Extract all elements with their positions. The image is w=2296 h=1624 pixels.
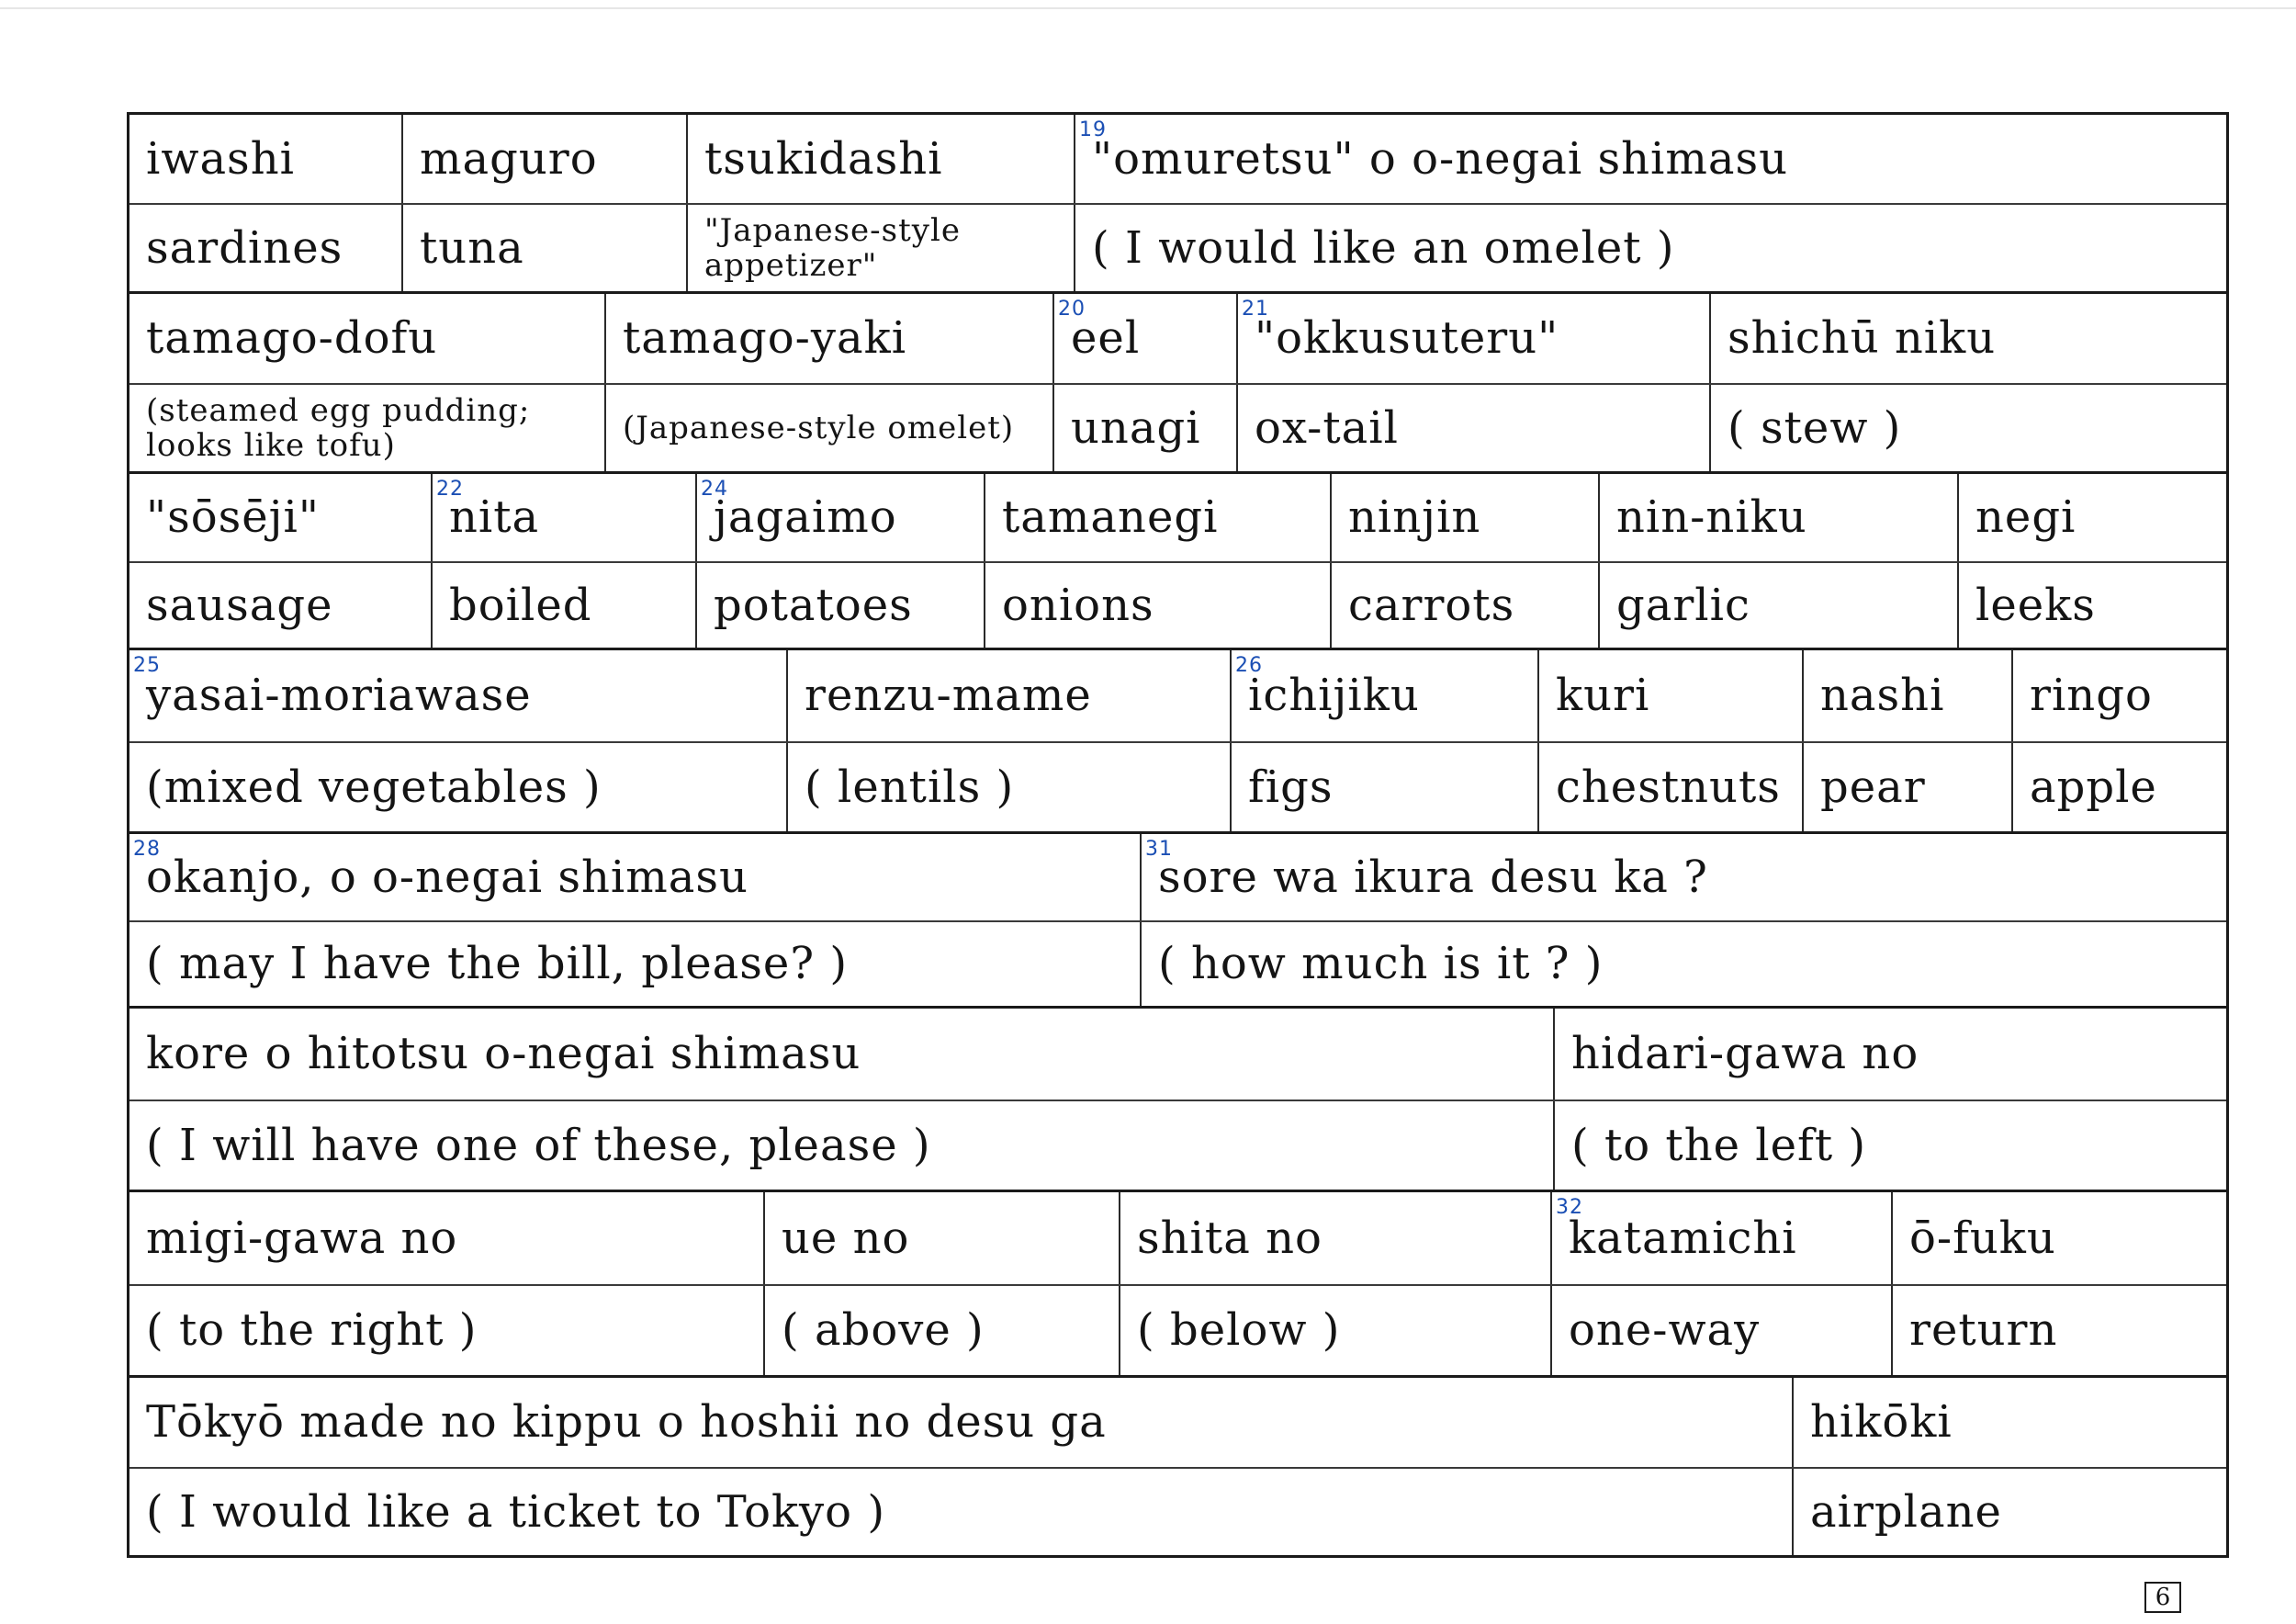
japanese-term-cell: [1230, 650, 1537, 741]
japanese-term: maguro: [401, 115, 686, 203]
english-term: (mixed vegetables ): [146, 761, 602, 813]
english-term: airplane: [1792, 1469, 2226, 1556]
japanese-term: iwashi: [146, 133, 295, 185]
english-phrase: ( I would like an omelet ): [1074, 205, 2226, 291]
japanese-term: tamago-dofu: [146, 312, 438, 365]
japanese-row: [129, 834, 2226, 920]
english-row: [129, 203, 2226, 291]
item-number: 26: [1235, 654, 1263, 677]
english-term: chestnuts: [1537, 743, 1802, 832]
japanese-term: hikōki: [1792, 1378, 2226, 1467]
japanese-term: tsukidashi: [686, 115, 1074, 203]
vocab-band: [129, 1190, 2226, 1375]
japanese-row: [129, 294, 2226, 383]
japanese-row: [129, 1192, 2226, 1284]
vocabulary-table: [127, 112, 2229, 1558]
japanese-row: [129, 1378, 2226, 1467]
english-term: leeks: [1957, 563, 2226, 648]
english-term: ( below ): [1119, 1286, 1550, 1376]
english-phrase: ( I would like a ticket to Tokyo ): [146, 1485, 886, 1538]
english-phrase: ( I will have one of these, please ): [146, 1119, 931, 1171]
japanese-term: nashi: [1802, 650, 2011, 741]
japanese-phrase-cell: [1140, 834, 2226, 920]
japanese-term: katamichi: [1569, 1212, 1797, 1264]
item-number: 32: [1556, 1196, 1583, 1219]
japanese-row: [129, 650, 2226, 741]
english-term: (steamed egg pudding; looks like tofu): [146, 391, 531, 464]
japanese-phrase: kore o hitotsu o-negai shimasu: [146, 1028, 861, 1080]
english-phrase: ( to the left ): [1553, 1101, 2226, 1190]
japanese-term: ō-fuku: [1891, 1192, 2226, 1284]
japanese-term: negi: [1957, 474, 2226, 561]
item-number: 31: [1145, 838, 1173, 861]
english-term: return: [1891, 1286, 2226, 1376]
item-number: 19: [1079, 118, 1107, 141]
japanese-term: "sōsēji": [146, 491, 320, 544]
english-term: carrots: [1330, 563, 1598, 648]
japanese-row: [129, 1009, 2226, 1100]
japanese-term: yasai-moriawase: [146, 670, 532, 722]
english-term: sausage: [146, 579, 333, 631]
japanese-term: tamago-yaki: [604, 294, 1052, 383]
english-phrase: ( may I have the bill, please? ): [146, 938, 849, 990]
english-term: sardines: [146, 222, 343, 274]
english-term: ( above ): [763, 1286, 1119, 1376]
japanese-phrase: hidari-gawa no: [1553, 1009, 2226, 1100]
page-number: 6: [2144, 1582, 2181, 1613]
japanese-term-cell: [431, 474, 695, 561]
japanese-term: tamanegi: [984, 474, 1330, 561]
scan-edge-line: [0, 7, 2296, 9]
english-phrase: ( how much is it ? ): [1140, 922, 2226, 1007]
item-number: 21: [1242, 298, 1269, 321]
japanese-term-cell: [1550, 1192, 1891, 1284]
english-term: "Japanese-style appetizer": [686, 205, 1074, 291]
japanese-term: eel: [1071, 312, 1141, 365]
japanese-row: [129, 474, 2226, 561]
english-term: ( lentils ): [786, 743, 1230, 832]
japanese-term-cell: [129, 650, 786, 741]
english-term: ox-tail: [1236, 385, 1709, 472]
japanese-term-cell: [695, 474, 984, 561]
japanese-phrase: Tōkyō made no kippu o hoshii no desu ga: [146, 1396, 1107, 1449]
japanese-phrase-cell: [129, 834, 1140, 920]
japanese-term: ninjin: [1330, 474, 1598, 561]
japanese-term: nita: [449, 491, 540, 544]
english-term: potatoes: [695, 563, 984, 648]
japanese-term: kuri: [1537, 650, 1802, 741]
japanese-term: ringo: [2011, 650, 2226, 741]
item-number: 20: [1058, 298, 1086, 321]
english-row: [129, 1467, 2226, 1556]
japanese-phrase: sore wa ikura desu ka ?: [1158, 851, 1708, 903]
english-term: boiled: [431, 563, 695, 648]
japanese-term: migi-gawa no: [146, 1212, 458, 1264]
english-term: tuna: [401, 205, 686, 291]
english-term: ( stew ): [1709, 385, 2226, 472]
english-term: figs: [1230, 743, 1537, 832]
vocab-band: [129, 1006, 2226, 1190]
english-row: [129, 383, 2226, 472]
vocab-band: [129, 115, 2226, 291]
japanese-term: shita no: [1119, 1192, 1550, 1284]
english-term: (Japanese-style omelet): [604, 385, 1052, 472]
vocab-band: [129, 831, 2226, 1006]
japanese-row: [129, 115, 2226, 203]
english-row: [129, 741, 2226, 832]
japanese-term: ue no: [763, 1192, 1119, 1284]
japanese-term: ichijiku: [1248, 670, 1420, 722]
japanese-term-cell: [1236, 294, 1709, 383]
item-number: 22: [436, 478, 464, 501]
vocab-band: [129, 291, 2226, 471]
japanese-term: renzu-mame: [786, 650, 1230, 741]
japanese-term: "okkusuteru": [1255, 312, 1559, 365]
japanese-term: shichū niku: [1709, 294, 2226, 383]
item-number: 24: [701, 478, 728, 501]
english-term: one-way: [1550, 1286, 1891, 1376]
japanese-phrase: okanjo, o o-negai shimasu: [146, 851, 748, 903]
item-number: 28: [133, 838, 161, 861]
english-row: [129, 920, 2226, 1007]
japanese-term: nin-niku: [1598, 474, 1957, 561]
english-term: apple: [2011, 743, 2226, 832]
english-row: [129, 561, 2226, 648]
vocab-band: [129, 1375, 2226, 1555]
japanese-phrase: "omuretsu" o o-negai shimasu: [1092, 133, 1789, 185]
japanese-phrase-cell: [1074, 115, 2226, 203]
japanese-term: jagaimo: [714, 491, 897, 544]
english-row: [129, 1100, 2226, 1190]
vocab-band: [129, 648, 2226, 831]
english-term: garlic: [1598, 563, 1957, 648]
english-term: unagi: [1052, 385, 1236, 472]
english-term: onions: [984, 563, 1330, 648]
english-term: pear: [1802, 743, 2011, 832]
english-term: ( to the right ): [146, 1304, 478, 1357]
item-number: 25: [133, 654, 161, 677]
japanese-term-cell: [1052, 294, 1236, 383]
english-row: [129, 1284, 2226, 1376]
vocab-band: [129, 471, 2226, 648]
